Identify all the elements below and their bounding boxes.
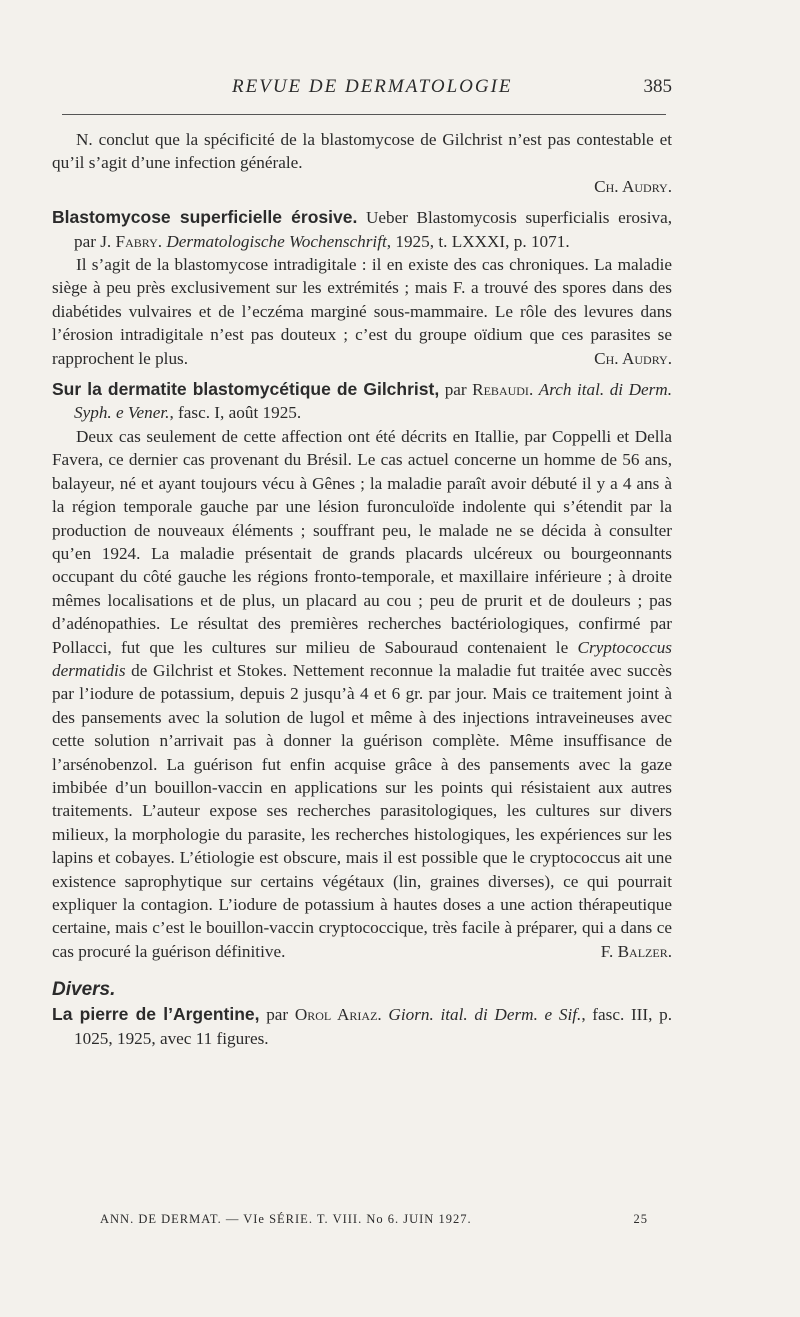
entry-2-text: Il s’agit de la blastomycose intradigitale : il en existe des cas chroniques. La maladie siège à peu près exclusivement sur les extrémités ; mais F. a trouvé des spores dans des diabétides vulvaires et de l’eczéma marginé sous-mammaire. Le rôle des levures dans l’érosion intradigitale n’est pas douteux ; c’est du groupe oïdium que ces parasites se rapprochent le plus. [52, 255, 672, 368]
section-heading-divers: Divers. [52, 979, 116, 1001]
entry-2-heading [52, 206, 672, 253]
header-rule [62, 114, 666, 115]
entry-3-ref-b: . [528, 380, 539, 400]
entry-3-signature: F. Balzer. [600, 941, 672, 961]
entry-3-ref-a: par [439, 380, 473, 400]
entry-4-ref-journal: Giorn. ital. di Derm. e Sif. [388, 1005, 582, 1025]
entry-4-ref-b: . [377, 1005, 389, 1025]
entry-4-title: La pierre de l’Argentine, [52, 1004, 260, 1025]
running-title: REVUE DE DERMATOLOGIE [232, 76, 513, 97]
entry-2-signature: Ch. Audry. [594, 348, 672, 368]
entry-2-text-block [52, 253, 672, 370]
entry-3-ref-author: Rebaudi [472, 380, 529, 400]
page-number: 385 [643, 76, 672, 97]
footer-signature-number: 25 [633, 1212, 648, 1226]
page-header [52, 76, 672, 106]
entry-3-ref-c: , fasc. I, août 1925. [169, 403, 302, 423]
page-footer [52, 1212, 648, 1232]
entry-4-heading [52, 1003, 672, 1050]
entry-2-title: Blastomycose superficielle érosive. [52, 207, 358, 228]
entry-4-ref-c: , fasc. III, p. 1025, 1925, avec 11 figures. [74, 1005, 673, 1048]
entry-3-text-block [52, 425, 672, 963]
entry-4-ref-a: par [259, 1005, 295, 1025]
footer-citation: ANN. DE DERMAT. — VIe SÉRIE. T. VIII. No 6. JUIN 1927. [100, 1212, 472, 1226]
entry-3-text-a: Deux cas seulement de cette affection ont été décrits en Itallie, par Coppelli et Della Favera, ce dernier cas provenant du Brésil. Le cas actuel concerne un homme de 56 ans, balayeur, né et ayant toujours vécu à Gênes ; la maladie paraît avoir débuté il y a 4 ans à la région temporale gauche par une lésion furonculoïde indolente qui s’étendit par la production de nouveaux éléments ; souffrant peu, le malade ne se décida à consulter qu’en 1924. La maladie présentait de grands placards ulcéreux ou bourgeonnants occupant du côté gauche les régions fronto-temporale, et maxillaire inférieure ; à droite mêmes localisations et de plus, un placard au cou ; peu de prurit et de douleurs ; pas d’adénopathies. Le résultat des premières recherches bactériologiques, confirmé par Pollacci, fut que les cultures sur milieu de Sabouraud contenaient le [52, 426, 672, 657]
entry-1-signature: Ch. Audry. [594, 176, 672, 196]
entry-4-ref-author: Orol Ariaz [294, 1005, 378, 1025]
entry-2-ref-journal: Dermatologische Wochenschrift [166, 231, 387, 251]
entry-3-title: Sur la dermatite blastomycétique de Gilchrist, [52, 379, 440, 400]
entry-3-ref-journal: Arch ital. di Derm. Syph. e Vener. [74, 380, 673, 423]
entry-3-text-b: de Gilchrist et Stokes. Nettement reconnue la maladie fut traitée avec succès par l’iodure de potassium, depuis 2 jusqu’à 4 et 6 gr. par jour. Mais ce traitement joint à des pansements avec la solution de lugol et même à des injections intraveineuses avec cette solution n’arrivait pas à donner la guérison complète. Même insuffisance de l’arsénobenzol. La guérison fut enfin acquise grâce à des pansements avec la gaze imbibée d’un bouillon-vaccin en applications sur les points qui résistaient aux autres traitements. L’auteur expose ses recherches parasitologiques, les cultures sur divers milieux, la morphologie du parasite, les recherches histologiques, les expériences sur les lapins et cobayes. L’étiologie est obscure, mais il est possible que le cryptococcus ait une existence saprophytique sur certains végétaux (lin, graines diverses), ce qui pourrait expliquer la contagion. L’iodure de potassium à hautes doses a une action thérapeutique certaine, mais c’est le bouillon-vaccin cryptococcique, très facile à préparer, qui a dans ce cas procuré la guérison définitive. [52, 660, 672, 961]
entry-1-text: N. conclut que la spécificité de la blastomycose de Gilchrist n’est pas contestable et qu’il s’agit d’une infection générale. [52, 130, 672, 173]
entry-3-heading [52, 378, 672, 425]
entry-2-ref-a: Ueber Blastomycosis superficialis erosiva, par J. [74, 208, 672, 251]
entry-3-text-italic: Cryptococcus dermatidis [52, 637, 672, 680]
entry-2-ref-author: Fabry [115, 231, 158, 251]
entry-2-ref-c: , 1925, t. LXXXI, p. 1071. [386, 231, 570, 251]
entry-2-ref-b: . [157, 231, 167, 251]
article-body [52, 128, 672, 1050]
